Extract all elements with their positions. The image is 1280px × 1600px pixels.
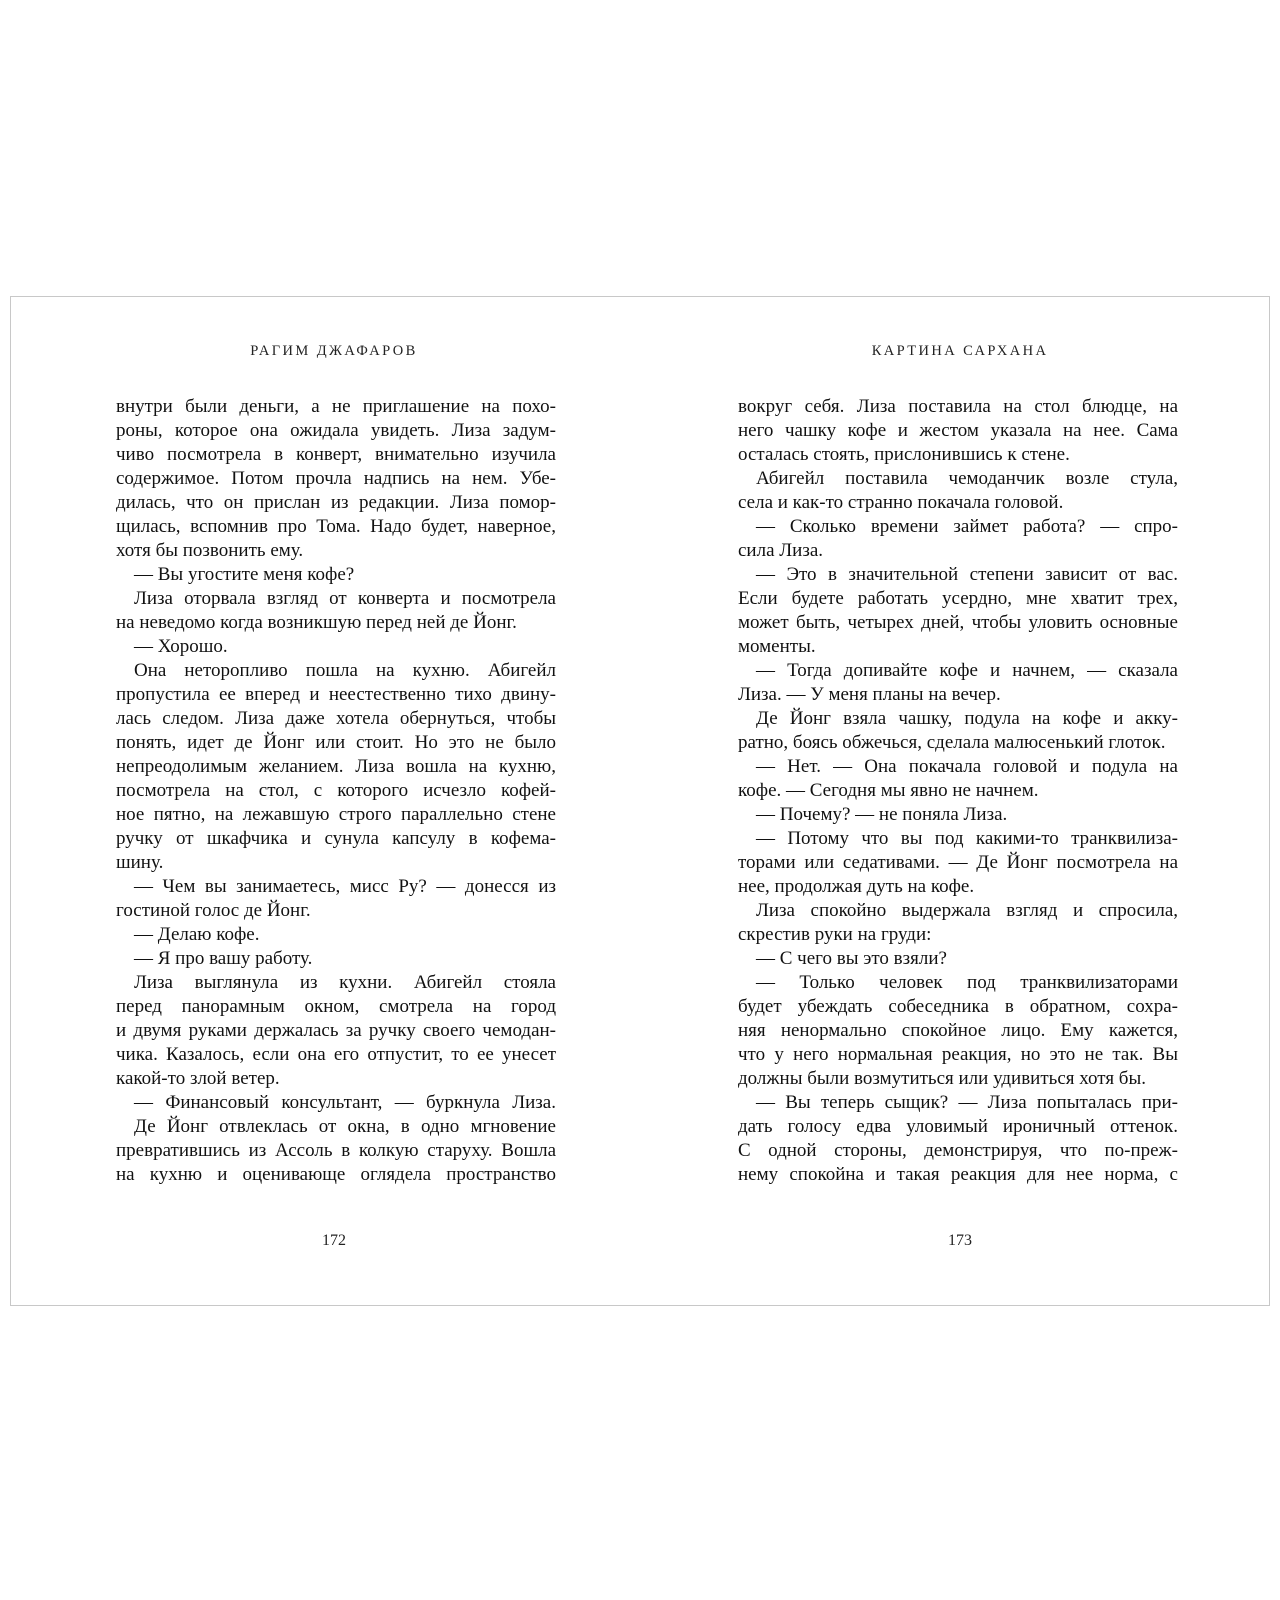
text-line: шину. bbox=[116, 852, 164, 873]
page-number-left: 172 bbox=[322, 1232, 346, 1249]
text-line: на кухню и оценивающе оглядела пространство bbox=[116, 1164, 556, 1185]
text-line: — Нет. — Она покачала головой и подула на bbox=[756, 756, 1178, 777]
text-line: — Хорошо. bbox=[134, 636, 228, 657]
text-line: хотя бы позвонить ему. bbox=[116, 540, 304, 561]
text-line: моменты. bbox=[738, 636, 816, 657]
text-line: Лиза оторвала взгляд от конверта и посмотрела bbox=[134, 588, 556, 609]
text-line: — Финансовый консультант, — буркнула Лиза. bbox=[134, 1092, 556, 1113]
text-line: содержимое. Потом прочла надпись на нем. Убе- bbox=[116, 468, 556, 489]
text-line: торами или седативами. — Де Йонг посмотрела на bbox=[738, 852, 1178, 873]
text-line: пропустила ее вперед и неестественно тихо двину- bbox=[116, 684, 556, 705]
text-line: вокруг себя. Лиза поставила на стол блюдце, на bbox=[738, 396, 1178, 417]
text-line: Лиза спокойно выдержала взгляд и спросила, bbox=[756, 900, 1178, 921]
page-number-right: 173 bbox=[948, 1232, 972, 1249]
text-line: сила Лиза. bbox=[738, 540, 824, 561]
text-line: Если будете работать усердно, мне хватит трех, bbox=[738, 588, 1178, 609]
text-line: дать голосу едва уловимый ироничный оттенок. bbox=[738, 1116, 1178, 1137]
text-line: осталась стоять, прислонившись к стене. bbox=[738, 444, 1070, 465]
text-line: лась следом. Лиза даже хотела обернуться, чтобы bbox=[116, 708, 556, 729]
text-line: превратившись из Ассоль в колкую старуху. Вошла bbox=[116, 1140, 556, 1161]
text-line: няя ненормально спокойное лицо. Ему кажется, bbox=[738, 1020, 1178, 1041]
text-line: ратно, боясь обжечься, сделала малюсенький глоток. bbox=[738, 732, 1166, 753]
text-line: — Почему? — не поняла Лиза. bbox=[756, 804, 1008, 825]
text-line: понять, идет де Йонг или стоит. Но это не было bbox=[116, 732, 556, 753]
text-line: Абигейл поставила чемоданчик возле стула, bbox=[756, 468, 1178, 489]
text-line: — Я про вашу работу. bbox=[134, 948, 313, 969]
text-line: нее, продолжая дуть на кофе. bbox=[738, 876, 975, 897]
text-line: роны, которое она ожидала увидеть. Лиза задум- bbox=[116, 420, 556, 441]
running-head-title: КАРТИНА САРХАНА bbox=[871, 343, 1049, 359]
right-page bbox=[641, 297, 1271, 1305]
text-line: должны были возмутиться или удивиться хотя бы. bbox=[738, 1068, 1146, 1089]
text-line: внутри были деньги, а не приглашение на похо- bbox=[116, 396, 556, 417]
left-page bbox=[11, 297, 641, 1305]
text-line: — Делаю кофе. bbox=[134, 924, 260, 945]
text-line: — С чего вы это взяли? bbox=[756, 948, 947, 969]
text-line: С одной стороны, демонстрируя, что по-преж- bbox=[738, 1140, 1178, 1161]
text-line: — Только человек под транквилизаторами bbox=[756, 972, 1178, 993]
text-line: — Потому что вы под какими-то транквилиза- bbox=[756, 828, 1178, 849]
text-line: щилась, вспомнив про Тома. Надо будет, наверное, bbox=[116, 516, 556, 537]
text-line: непреодолимым желанием. Лиза вошла на кухню, bbox=[116, 756, 556, 777]
text-line: — Вы теперь сыщик? — Лиза попыталась при- bbox=[756, 1092, 1178, 1113]
text-line: чиво посмотрела в конверт, внимательно изучила bbox=[116, 444, 556, 465]
text-line: посмотрела на стол, с которого исчезло кофей- bbox=[116, 780, 556, 801]
text-line: и двумя руками держалась за ручку своего чемодан- bbox=[116, 1020, 556, 1041]
text-line: ручку от шкафчика и сунула капсулу в кофема- bbox=[116, 828, 556, 849]
text-line: какой-то злой ветер. bbox=[116, 1068, 280, 1089]
text-line: — Тогда допивайте кофе и начнем, — сказала bbox=[756, 660, 1178, 681]
book-spread bbox=[10, 296, 1270, 1306]
text-line: дилась, что он прислан из редакции. Лиза помор- bbox=[116, 492, 556, 513]
text-line: чика. Казалось, если она его отпустит, то ее унесет bbox=[116, 1044, 556, 1065]
text-line: будет убеждать собеседника в обратном, сохра- bbox=[738, 996, 1178, 1017]
text-line: что у него нормальная реакция, но это не так. Вы bbox=[738, 1044, 1178, 1065]
text-line: ное пятно, на лежавшую строго параллельно стене bbox=[116, 804, 556, 825]
text-line: скрестив руки на груди: bbox=[738, 924, 932, 945]
text-line: него чашку кофе и жестом указала на нее. Сама bbox=[738, 420, 1178, 441]
text-line: села и как-то странно покачала головой. bbox=[738, 492, 1064, 513]
text-line: нему спокойна и такая реакция для нее норма, с bbox=[738, 1164, 1178, 1185]
text-line: на неведомо когда возникшую перед ней де Йонг. bbox=[116, 612, 517, 633]
text-line: Де Йонг взяла чашку, подула на кофе и акку- bbox=[756, 708, 1178, 729]
text-line: может быть, четырех дней, чтобы уловить основные bbox=[738, 612, 1178, 633]
text-line: — Это в значительной степени зависит от вас. bbox=[756, 564, 1178, 585]
text-line: гостиной голос де Йонг. bbox=[116, 900, 311, 921]
text-line: — Сколько времени займет работа? — спро- bbox=[756, 516, 1178, 537]
text-line: Лиза выглянула из кухни. Абигейл стояла bbox=[134, 972, 556, 993]
text-line: Она неторопливо пошла на кухню. Абигейл bbox=[134, 660, 556, 681]
running-head-author: РАГИМ ДЖАФАРОВ bbox=[250, 343, 418, 359]
text-line: — Чем вы занимаетесь, мисс Ру? — донесся из bbox=[134, 876, 556, 897]
text-line: Лиза. — У меня планы на вечер. bbox=[738, 684, 1001, 705]
text-line: Де Йонг отвлеклась от окна, в одно мгновение bbox=[134, 1116, 556, 1137]
right-page-text bbox=[738, 395, 1178, 1187]
text-line: — Вы угостите меня кофе? bbox=[134, 564, 355, 585]
text-line: перед панорамным окном, смотрела на город bbox=[116, 996, 556, 1017]
text-line: кофе. — Сегодня мы явно не начнем. bbox=[738, 780, 1039, 801]
left-page-text bbox=[116, 395, 556, 1187]
